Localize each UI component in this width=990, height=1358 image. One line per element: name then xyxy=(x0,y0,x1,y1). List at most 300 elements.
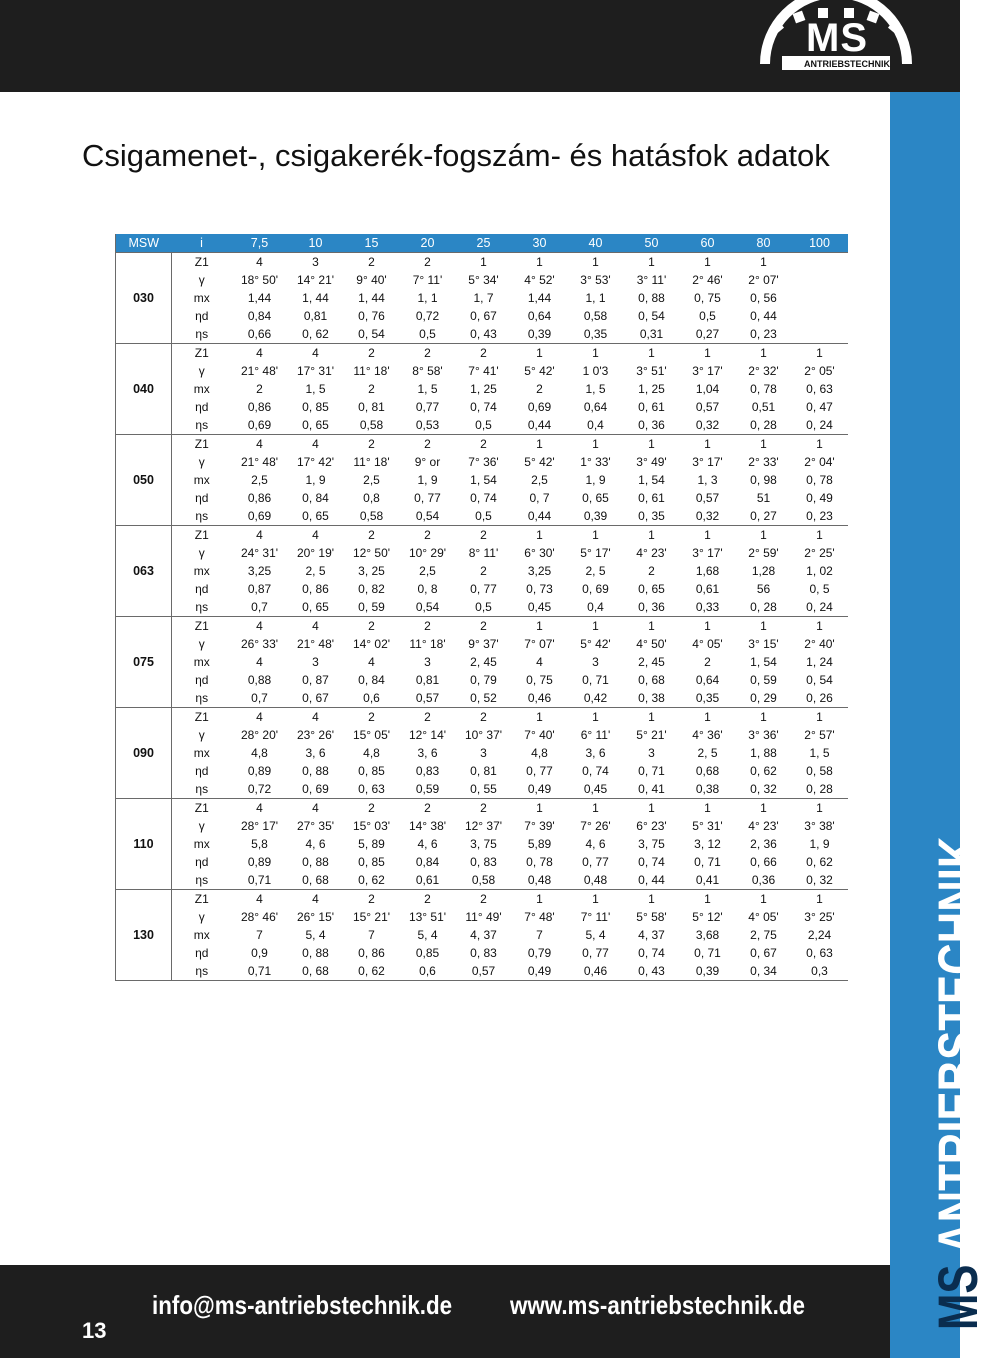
table-cell: 5° 21' xyxy=(636,728,667,742)
table-cell: 3,25 xyxy=(247,564,272,578)
table-cell: 0,42 xyxy=(583,691,608,705)
table-cell: 2, 45 xyxy=(470,655,497,669)
parameter-label-cell: ηs xyxy=(195,873,209,887)
table-cell: 1 xyxy=(624,708,680,727)
table-cell: 1, 5 xyxy=(585,382,606,396)
table-cell: 2 xyxy=(648,564,655,578)
table-cell: 5, 4 xyxy=(585,928,606,942)
table-cell: 1 xyxy=(792,799,848,818)
table-cell: 12° 37' xyxy=(464,819,503,833)
parameter-label-cell: Z1 xyxy=(172,799,232,818)
parameter-label-cell: Z1 xyxy=(172,253,232,272)
parameter-label-cell: mx xyxy=(193,473,210,487)
table-cell: 0, 74 xyxy=(582,764,609,778)
table-cell: 1 0'3 xyxy=(582,364,609,378)
table-cell: 0, 65 xyxy=(302,509,329,523)
table-cell: 0, 74 xyxy=(470,491,497,505)
parameter-label-cell: ηd xyxy=(195,764,209,778)
table-cell: 7° 39' xyxy=(524,819,555,833)
table-row xyxy=(116,890,848,909)
table-cell: 0, 49 xyxy=(806,491,833,505)
logo-subtext: ANTRIEBSTECHNIK xyxy=(803,59,890,69)
table-cell: 0, 85 xyxy=(358,855,385,869)
table-cell: 1 xyxy=(512,344,568,363)
table-cell: 2 xyxy=(456,708,512,727)
table-cell: 0, 71 xyxy=(694,855,721,869)
table-cell: 1, 9 xyxy=(809,837,830,851)
table-cell: 1,44 xyxy=(247,291,272,305)
table-cell: 7° 26' xyxy=(580,819,611,833)
table-cell: 7° 48' xyxy=(524,910,555,924)
table-row xyxy=(116,799,848,818)
table-cell: 2° 25' xyxy=(804,546,835,560)
table-cell: 4, 37 xyxy=(638,928,665,942)
table-row xyxy=(116,253,848,272)
table-cell: 0, 67 xyxy=(302,691,329,705)
table-cell: 21° 48' xyxy=(240,364,279,378)
table-cell: 17° 31' xyxy=(296,364,335,378)
table-cell: 1, 7 xyxy=(473,291,494,305)
table-cell: 4° 36' xyxy=(692,728,723,742)
parameter-label-cell: ηs xyxy=(195,509,209,523)
table-row xyxy=(116,726,848,744)
table-cell: 0,44 xyxy=(527,509,552,523)
table-cell: 6° 11' xyxy=(580,728,611,742)
email-link[interactable]: info@ms-antriebstechnik.de xyxy=(152,1290,453,1320)
table-cell: 0, 84 xyxy=(302,491,329,505)
table-cell: 10° 29' xyxy=(408,546,447,560)
table-cell: 2 xyxy=(456,344,512,363)
table-cell: 0,72 xyxy=(415,309,440,323)
table-cell: 0,4 xyxy=(587,600,604,614)
parameter-label-cell: mx xyxy=(193,837,210,851)
table-cell: 2° 07' xyxy=(748,273,779,287)
table-cell: 0, 88 xyxy=(638,291,665,305)
table-cell: 6° 23' xyxy=(636,819,667,833)
parameter-label-cell: γ xyxy=(198,273,205,287)
table-cell: 3° 38' xyxy=(804,819,835,833)
table-cell: 0, 98 xyxy=(750,473,777,487)
table-cell: 0,49 xyxy=(527,964,552,978)
table-row xyxy=(116,507,848,526)
table-cell: 0, 8 xyxy=(417,582,438,596)
table-row xyxy=(116,271,848,289)
table-cell: 0,46 xyxy=(583,964,608,978)
table-row xyxy=(116,289,848,307)
parameter-label-cell: ηs xyxy=(195,691,209,705)
table-cell: 1 xyxy=(624,344,680,363)
top-banner xyxy=(0,0,960,92)
table-cell: 0,58 xyxy=(359,509,384,523)
table-cell: 0,35 xyxy=(583,327,608,341)
table-cell: 11° 49' xyxy=(465,910,502,924)
parameter-label-cell: mx xyxy=(193,746,210,760)
table-cell: 2 xyxy=(400,708,456,727)
table-header-cell: i xyxy=(172,234,232,253)
table-cell: 0, 38 xyxy=(638,691,665,705)
table-header-cell: 100 xyxy=(792,234,848,253)
table-cell: 1 xyxy=(736,617,792,636)
table-cell: 4,8 xyxy=(363,746,380,760)
table-row xyxy=(116,671,848,689)
table-cell: 56 xyxy=(756,582,771,596)
table-cell: 3,68 xyxy=(695,928,720,942)
table-cell: 0, 87 xyxy=(302,673,329,687)
table-row xyxy=(116,762,848,780)
table-cell: 3° 51' xyxy=(636,364,667,378)
table-cell: 0,38 xyxy=(695,782,720,796)
table-cell: 5° 17' xyxy=(580,546,611,560)
table-header-cell: MSW xyxy=(116,234,172,253)
table-cell: 0, 73 xyxy=(526,582,553,596)
page-number: 13 xyxy=(82,1318,107,1343)
parameter-label-cell: ηd xyxy=(195,946,209,960)
table-cell: 0,58 xyxy=(471,873,496,887)
table-cell: 1, 54 xyxy=(470,473,497,487)
table-row xyxy=(116,435,848,454)
table-row xyxy=(116,416,848,435)
msw-size-cell: 130 xyxy=(116,890,172,981)
table-cell: 0,71 xyxy=(247,964,272,978)
parameter-label-cell: γ xyxy=(198,819,205,833)
table-cell: 4 xyxy=(232,708,288,727)
table-cell: 2° 57' xyxy=(804,728,835,742)
table-cell: 4,8 xyxy=(531,746,548,760)
table-cell: 1, 25 xyxy=(470,382,497,396)
table-cell: 0, 77 xyxy=(470,582,497,596)
table-cell: 7 xyxy=(256,928,263,942)
table-cell: 0,87 xyxy=(247,582,272,596)
table-cell: 3, 6 xyxy=(417,746,438,760)
table-cell: 2 xyxy=(400,799,456,818)
table-cell: 2 xyxy=(400,890,456,909)
table-cell: 2° 40' xyxy=(804,637,835,651)
table-cell: 0,9 xyxy=(251,946,268,960)
table-cell: 0, 27 xyxy=(750,509,777,523)
table-cell: 0, 41 xyxy=(638,782,665,796)
table-cell: 0,89 xyxy=(247,764,272,778)
table-cell: 4 xyxy=(288,344,344,363)
table-cell: 0,44 xyxy=(527,418,552,432)
table-cell: 0, 61 xyxy=(638,400,665,414)
table-cell: 0, 65 xyxy=(638,582,665,596)
table-cell: 0, 83 xyxy=(470,946,497,960)
table-cell: 2 xyxy=(344,344,400,363)
table-cell: 0, 69 xyxy=(302,782,329,796)
table-cell: 2° 04' xyxy=(804,455,835,469)
table-cell: 2 xyxy=(456,526,512,545)
table-cell: 5,8 xyxy=(251,837,268,851)
table-cell: 1, 44 xyxy=(358,291,385,305)
table-cell: 0, 63 xyxy=(806,382,833,396)
table-cell: 3° 17' xyxy=(692,546,723,560)
table-cell: 1 xyxy=(680,435,736,454)
table-header-cell: 30 xyxy=(512,234,568,253)
table-cell: 1 xyxy=(792,526,848,545)
table-cell: 2 xyxy=(400,617,456,636)
page-title: Csigamenet-, csigakerék-fogszám- és hatásfok adatok xyxy=(82,138,830,173)
table-cell: 0,89 xyxy=(247,855,272,869)
table-cell: 9° 37' xyxy=(468,637,499,651)
table-cell: 26° 15' xyxy=(296,910,335,924)
table-cell: 4, 6 xyxy=(585,837,606,851)
worm-gear-data-table xyxy=(115,234,848,981)
table-cell: 4 xyxy=(288,708,344,727)
table-header-cell: 20 xyxy=(400,234,456,253)
table-cell: 0,69 xyxy=(527,400,552,414)
table-cell: 0, 44 xyxy=(750,309,777,323)
table-cell: 0,36 xyxy=(751,873,776,887)
table-cell: 5° 34' xyxy=(468,273,499,287)
table-cell: 5° 42' xyxy=(524,364,555,378)
table-cell: 1 xyxy=(736,890,792,909)
table-cell: 2, 5 xyxy=(305,564,326,578)
table-cell: 28° 46' xyxy=(240,910,279,924)
table-cell: 2 xyxy=(400,526,456,545)
table-cell: 2 xyxy=(344,708,400,727)
table-cell: 13° 51' xyxy=(408,910,447,924)
table-cell: 7° 41' xyxy=(468,364,499,378)
table-cell: 4, 6 xyxy=(305,837,326,851)
parameter-label-cell: mx xyxy=(193,928,210,942)
table-row xyxy=(116,926,848,944)
table-cell: 11° 18' xyxy=(409,637,446,651)
table-cell: 2 xyxy=(704,655,711,669)
table-cell: 1 xyxy=(512,526,568,545)
table-cell: 2 xyxy=(344,799,400,818)
table-cell: 5° 31' xyxy=(692,819,723,833)
table-row xyxy=(116,853,848,871)
table-cell: 0, 55 xyxy=(470,782,497,796)
table-cell: 1 xyxy=(792,708,848,727)
table-cell: 0,54 xyxy=(415,600,440,614)
table-cell: 3° 36' xyxy=(748,728,779,742)
table-cell: 4 xyxy=(536,655,543,669)
table-cell: 4, 6 xyxy=(417,837,438,851)
parameter-label-cell: mx xyxy=(193,655,210,669)
parameter-label-cell: γ xyxy=(198,546,205,560)
parameter-label-cell: Z1 xyxy=(172,708,232,727)
table-cell: 1, 02 xyxy=(806,564,833,578)
table-cell: 2,24 xyxy=(807,928,832,942)
table-cell: 4° 23' xyxy=(636,546,667,560)
table-cell: 18° 50' xyxy=(240,273,279,287)
table-cell: 0, 29 xyxy=(750,691,777,705)
table-cell: 0, 7 xyxy=(529,491,550,505)
table-cell: 1 xyxy=(512,435,568,454)
table-cell: 2 xyxy=(400,344,456,363)
table-cell: 0, 65 xyxy=(302,600,329,614)
table-cell: 2,5 xyxy=(419,564,436,578)
table-cell: 4° 05' xyxy=(748,910,779,924)
table-cell: 24° 31' xyxy=(240,546,279,560)
msw-size-cell: 075 xyxy=(116,617,172,708)
table-row xyxy=(116,744,848,762)
parameter-label-cell: ηd xyxy=(195,582,209,596)
table-header-cell: 25 xyxy=(456,234,512,253)
table-cell: 0,84 xyxy=(247,309,272,323)
table-cell: 15° 21' xyxy=(352,910,391,924)
msw-size-cell: 110 xyxy=(116,799,172,890)
table-cell: 0, 43 xyxy=(638,964,665,978)
table-cell: 0,35 xyxy=(695,691,720,705)
table-cell: 3° 11' xyxy=(636,273,667,287)
table-cell: 1 xyxy=(456,253,512,272)
table-cell: 1 xyxy=(736,526,792,545)
table-cell: 2 xyxy=(344,526,400,545)
table-cell: 5° 12' xyxy=(692,910,723,924)
table-cell: 0,57 xyxy=(471,964,496,978)
table-cell: 1 xyxy=(624,890,680,909)
table-cell: 4 xyxy=(232,890,288,909)
table-cell: 12° 50' xyxy=(352,546,391,560)
table-cell: 2 xyxy=(456,890,512,909)
table-cell: 0, 77 xyxy=(414,491,441,505)
table-cell: 1, 44 xyxy=(302,291,329,305)
table-cell: 0,7 xyxy=(251,691,268,705)
table-cell: 0, 78 xyxy=(806,473,833,487)
table-cell: 0,88 xyxy=(247,673,272,687)
table-cell: 2 xyxy=(400,253,456,272)
table-cell: 0, 74 xyxy=(638,946,665,960)
table-cell: 0,58 xyxy=(359,418,384,432)
table-cell: 0, 74 xyxy=(470,400,497,414)
table-cell: 0, 63 xyxy=(806,946,833,960)
table-cell: 0,27 xyxy=(695,327,720,341)
table-cell: 0, 23 xyxy=(750,327,777,341)
table-cell: 0, 71 xyxy=(638,764,665,778)
parameter-label-cell: Z1 xyxy=(172,617,232,636)
table-cell: 5, 89 xyxy=(358,837,385,851)
table-cell: 3, 12 xyxy=(694,837,721,851)
table-cell: 0, 32 xyxy=(806,873,833,887)
table-cell: 0, 77 xyxy=(582,855,609,869)
table-cell: 0, 62 xyxy=(302,327,329,341)
table-cell: 0,8 xyxy=(363,491,380,505)
table-cell: 3 xyxy=(288,253,344,272)
table-cell: 10° 37' xyxy=(464,728,503,742)
table-cell: 1 xyxy=(792,344,848,363)
table-cell: 7° 40' xyxy=(524,728,555,742)
parameter-label-cell: γ xyxy=(198,364,205,378)
table-cell: 0, 88 xyxy=(302,946,329,960)
table-cell: 1 xyxy=(568,253,624,272)
table-cell: 2,5 xyxy=(251,473,268,487)
table-cell: 1 xyxy=(568,435,624,454)
parameter-label-cell: mx xyxy=(193,382,210,396)
table-cell: 3, 25 xyxy=(358,564,385,578)
table-cell: 0, 83 xyxy=(470,855,497,869)
table-cell: 14° 02' xyxy=(352,637,391,651)
table-cell: 0, 63 xyxy=(358,782,385,796)
table-cell: 0, 36 xyxy=(638,418,665,432)
table-row xyxy=(116,635,848,653)
table-row xyxy=(116,489,848,507)
table-cell: 1 xyxy=(736,435,792,454)
table-row xyxy=(116,780,848,799)
table-cell: 1,44 xyxy=(527,291,552,305)
table-cell: 2° 59' xyxy=(748,546,779,560)
table-cell: 1 xyxy=(792,617,848,636)
table-cell: 2 xyxy=(456,799,512,818)
table-cell: 4 xyxy=(232,344,288,363)
table-cell: 3° 25' xyxy=(804,910,835,924)
table-cell: 7 xyxy=(536,928,543,942)
table-cell: 0, 58 xyxy=(806,764,833,778)
table-cell: 3° 53' xyxy=(580,273,611,287)
table-cell: 2 xyxy=(256,382,263,396)
table-cell xyxy=(792,307,848,325)
table-cell: 0, 77 xyxy=(582,946,609,960)
table-cell: 7° 36' xyxy=(468,455,499,469)
table-cell: 0, 78 xyxy=(526,855,553,869)
table-cell: 1 xyxy=(512,617,568,636)
table-cell: 0,72 xyxy=(247,782,272,796)
table-cell: 21° 48' xyxy=(240,455,279,469)
table-cell: 0,5 xyxy=(475,600,492,614)
parameter-label-cell: γ xyxy=(198,455,205,469)
table-cell: 0, 65 xyxy=(302,418,329,432)
table-cell: 0,7 xyxy=(251,600,268,614)
table-cell: 0,39 xyxy=(695,964,720,978)
table-cell: 7° 11' xyxy=(580,910,611,924)
table-cell: 1 xyxy=(512,799,568,818)
table-cell: 7° 11' xyxy=(412,273,443,287)
table-cell: 1 xyxy=(624,435,680,454)
table-cell: 0, 28 xyxy=(750,418,777,432)
table-cell: 0,57 xyxy=(415,691,440,705)
table-cell: 2 xyxy=(368,382,375,396)
table-cell: 0,4 xyxy=(587,418,604,432)
table-cell: 4 xyxy=(232,253,288,272)
table-cell: 0,32 xyxy=(695,509,720,523)
table-cell: 1 xyxy=(680,890,736,909)
table-cell: 0, 82 xyxy=(358,582,385,596)
table-cell: 1,28 xyxy=(751,564,776,578)
table-cell: 0, 62 xyxy=(806,855,833,869)
table-cell: 3 xyxy=(312,655,319,669)
table-cell: 0, 66 xyxy=(750,855,777,869)
table-cell: 0,41 xyxy=(695,873,720,887)
msw-size-cell: 063 xyxy=(116,526,172,617)
table-cell: 0,6 xyxy=(363,691,380,705)
table-cell: 3, 75 xyxy=(470,837,497,851)
table-cell: 1 xyxy=(792,890,848,909)
table-cell: 4 xyxy=(232,526,288,545)
table-cell: 0,68 xyxy=(695,764,720,778)
parameter-label-cell: γ xyxy=(198,910,205,924)
table-cell: 0,83 xyxy=(415,764,440,778)
table-cell: 0, 68 xyxy=(638,673,665,687)
website-link[interactable]: www.ms-antriebstechnik.de xyxy=(510,1290,805,1320)
parameter-label-cell: Z1 xyxy=(172,435,232,454)
table-cell: 0,5 xyxy=(699,309,716,323)
table-cell: 27° 35' xyxy=(296,819,335,833)
table-cell: 1 xyxy=(512,708,568,727)
table-cell: 0, 81 xyxy=(358,400,385,414)
table-header-cell: 60 xyxy=(680,234,736,253)
table-cell: 2 xyxy=(536,382,543,396)
table-cell xyxy=(792,325,848,344)
table-row xyxy=(116,380,848,398)
table-header-cell: 50 xyxy=(624,234,680,253)
table-cell: 1, 9 xyxy=(585,473,606,487)
parameter-label-cell: ηs xyxy=(195,964,209,978)
table-cell: 1 xyxy=(680,253,736,272)
table-cell: 8° 11' xyxy=(468,546,499,560)
sidebar-brand: MS xyxy=(926,1264,989,1330)
table-cell: 0, 88 xyxy=(302,855,329,869)
